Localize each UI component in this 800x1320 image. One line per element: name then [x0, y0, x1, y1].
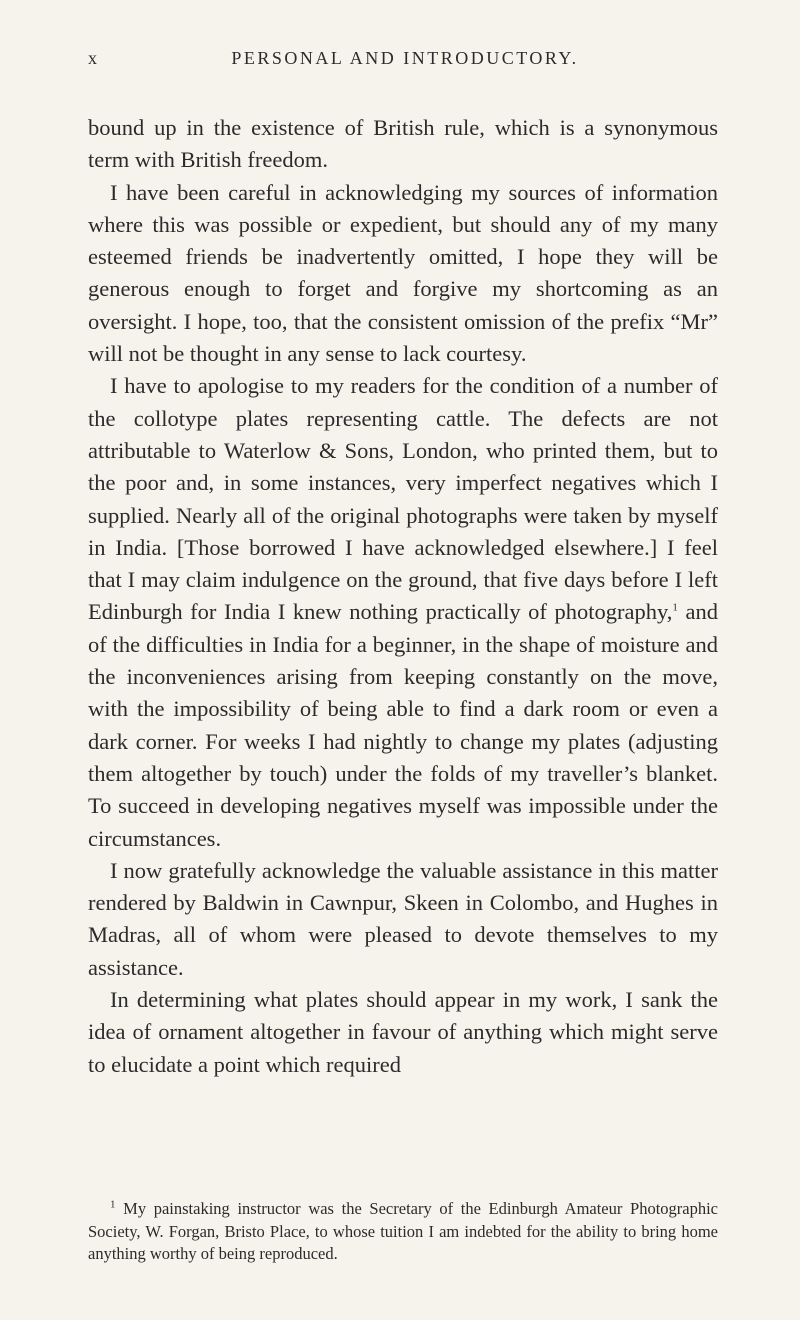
- body-text: [88, 112, 718, 1081]
- page-header: [88, 48, 722, 78]
- running-head: PERSONAL AND INTRODUCTORY.: [231, 48, 579, 68]
- page-number: x: [88, 48, 98, 68]
- paragraph-collotype: [88, 370, 718, 854]
- footnote-marker: 1: [110, 1198, 116, 1211]
- footnote-reference: 1: [672, 601, 678, 614]
- paragraph-acknowledgement: I now gratefully acknowledge the valuable assistance in this matter rendered by Baldwin in Cawnpur, Skeen in Colombo, and Hughes in Madras, all of whom were pleased to devote themselves to my assistance.: [88, 857, 718, 980]
- paragraph-sources: I have been careful in acknowledging my sources of information where this was possible or expedient, but should any of my many esteemed friends be inadvertently omitted, I hope they will be generous enough to forget and forgive my shortcoming as an oversight. I hope, too, that the consistent omission of the prefix “Mr” will not be thought in any sense to lack courtesy.: [88, 179, 718, 367]
- footnote: [88, 1198, 718, 1266]
- footnote-text: My painstaking instructor was the Secretary of the Edinburgh Amateur Photographic Society, W. Forgan, Bristo Place, to whose tuition I am indebted for the ability to bring home anything worthy of being reproduced.: [88, 1199, 719, 1263]
- paragraph-plates: In determining what plates should appear in my work, I sank the idea of ornament altogether in favour of anything which might serve to elucidate a point which required: [88, 987, 718, 1077]
- paragraph-collotype-text: I have to apologise to my readers for the condition of a number of the collotype plates representing cattle. The defects are not attributable to Waterlow & Sons, London, who printed them, but to the poor and, in some instances, very imperfect negatives which I supplied. Nearly all of the original photographs were taken by myself in India. [Those borrowed I have acknowledged elsewhere.] I feel that I may claim indulgence on the ground, that five days before I left Edinburgh for India I knew nothing practically of photography,: [88, 373, 718, 625]
- paragraph-continuation: bound up in the existence of British rule, which is a synonymous term with British freedom.: [88, 115, 718, 173]
- paragraph-collotype-text-continued: and of the difficulties in India for a beginner, in the shape of moisture and the inconveniences arising from keeping constantly on the move, with the impossibility of being able to find a dark room or even a dark corner. For weeks I had nightly to change my plates (adjusting them altogether by touch) under the folds of my traveller’s blanket. To succeed in developing negatives myself was impossible under the circumstances.: [88, 599, 719, 851]
